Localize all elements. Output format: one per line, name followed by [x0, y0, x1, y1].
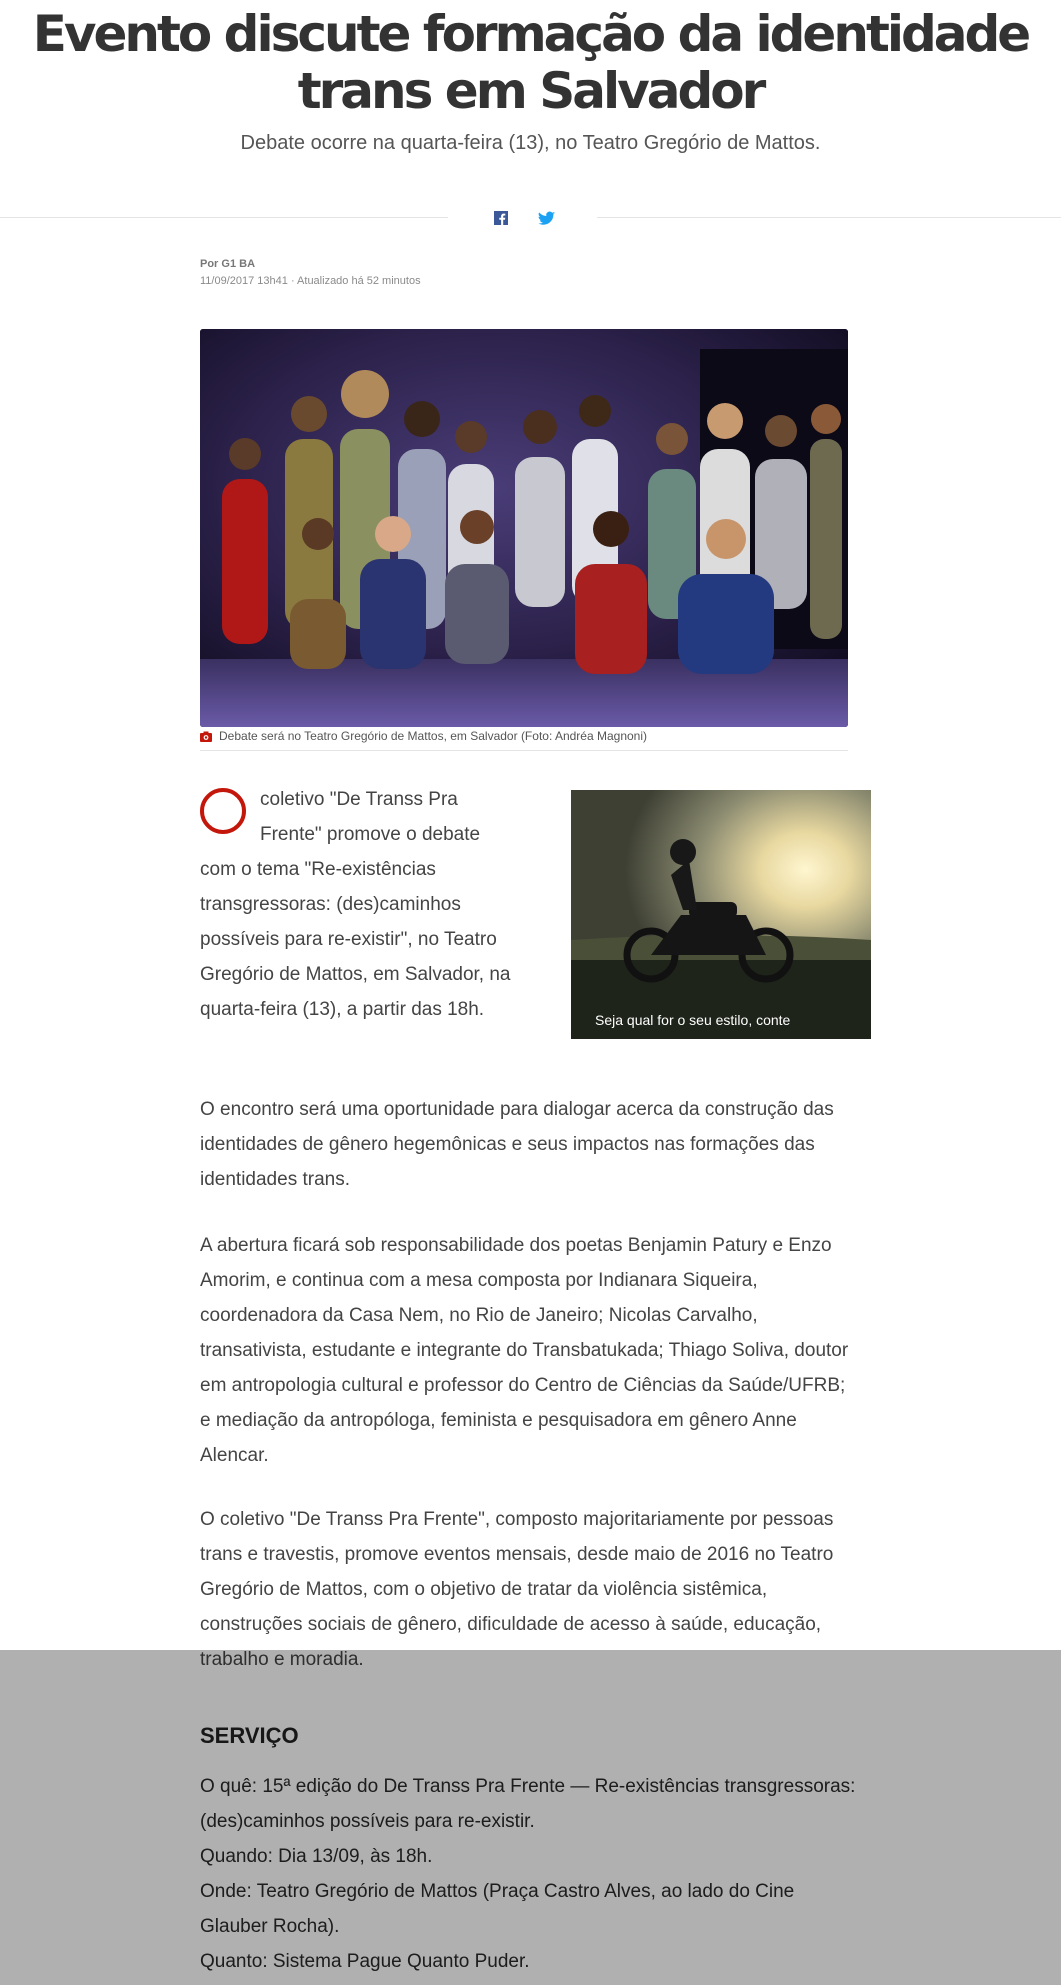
service-price: Quanto: Sistema Pague Quanto Puder. — [200, 1951, 530, 1972]
ad-text: Seja qual for o seu estilo, conte — [595, 1012, 791, 1028]
paragraph-4: O coletivo "De Transs Pra Frente", composto majoritariamente por pessoas trans e travestis, promove eventos mensais, desde maio de 2016 no Teatro Gregório de Mattos, com o objetivo de tratar da violência sistêmica, construções sociais de gênero, dificuldade de acesso à saúde, educação, trabalho e moradia. — [200, 1509, 834, 1670]
headline: Evento discute formação da identidade trans em Salvador — [32, 5, 1029, 120]
service-what: O quê: 15ª edição do De Transs Pra Frente — Re-existências transgressoras: (des)caminhos possíveis para re-existir. — [200, 1776, 856, 1832]
page-dim-overlay — [0, 1650, 1061, 1985]
paragraph-2: O encontro será uma oportunidade para dialogar acerca da construção das identidades de gênero hegemônicas e seus impactos nas formações das identidades trans. — [200, 1099, 834, 1190]
service-when: Quando: Dia 13/09, às 18h. — [200, 1846, 433, 1867]
hero-photo — [200, 329, 848, 727]
drop-cap-o — [200, 788, 246, 834]
caption-divider — [200, 750, 848, 751]
publish-date: 11/09/2017 13h41 · Atualizado há 52 minutos — [200, 275, 421, 287]
byline: Por G1 BA — [200, 258, 256, 270]
service-where: Onde: Teatro Gregório de Mattos (Praça Castro Alves, ao lado do Cine Glauber Rocha). — [200, 1881, 795, 1937]
photo-caption — [200, 727, 848, 749]
paragraph-3: A abertura ficará sob responsabilidade dos poetas Benjamin Patury e Enzo Amorim, e continua com a mesa composta por Indianara Siqueira, coordenadora da Casa Nem, no Rio de Janeiro; Nicolas Carvalho, transativista, estudante e integrante do Transbatukada; Thiago Soliva, doutor em antropologia cultural e professor do Centro de Ciências da Saúde/UFRB; e mediação da antropóloga, feminista e pesquisadora em gênero Anne Alencar. — [200, 1235, 849, 1466]
divider-left — [0, 217, 448, 218]
ad-banner[interactable] — [571, 790, 871, 1039]
divider-right — [597, 217, 1061, 218]
facebook-icon[interactable] — [490, 207, 512, 229]
twitter-icon[interactable] — [535, 207, 557, 229]
camera-icon — [200, 731, 212, 742]
service-heading: SERVIÇO — [200, 1723, 299, 1748]
caption-text: Debate será no Teatro Gregório de Mattos, em Salvador (Foto: Andréa Magnoni) — [219, 729, 648, 743]
paragraph-1-lead: coletivo "De Transs Pra Frente" promove o debate — [260, 789, 481, 845]
paragraph-1: com o tema "Re-existências transgressoras: (des)caminhos possíveis para re-existir", no Teatro Gregório de Mattos, em Salvador, na quarta-feira (13), a partir das 18h. — [200, 859, 511, 1020]
subtitle: Debate ocorre na quarta-feira (13), no Teatro Gregório de Mattos. — [240, 132, 821, 154]
ad-motorcycle-image — [571, 790, 871, 1039]
